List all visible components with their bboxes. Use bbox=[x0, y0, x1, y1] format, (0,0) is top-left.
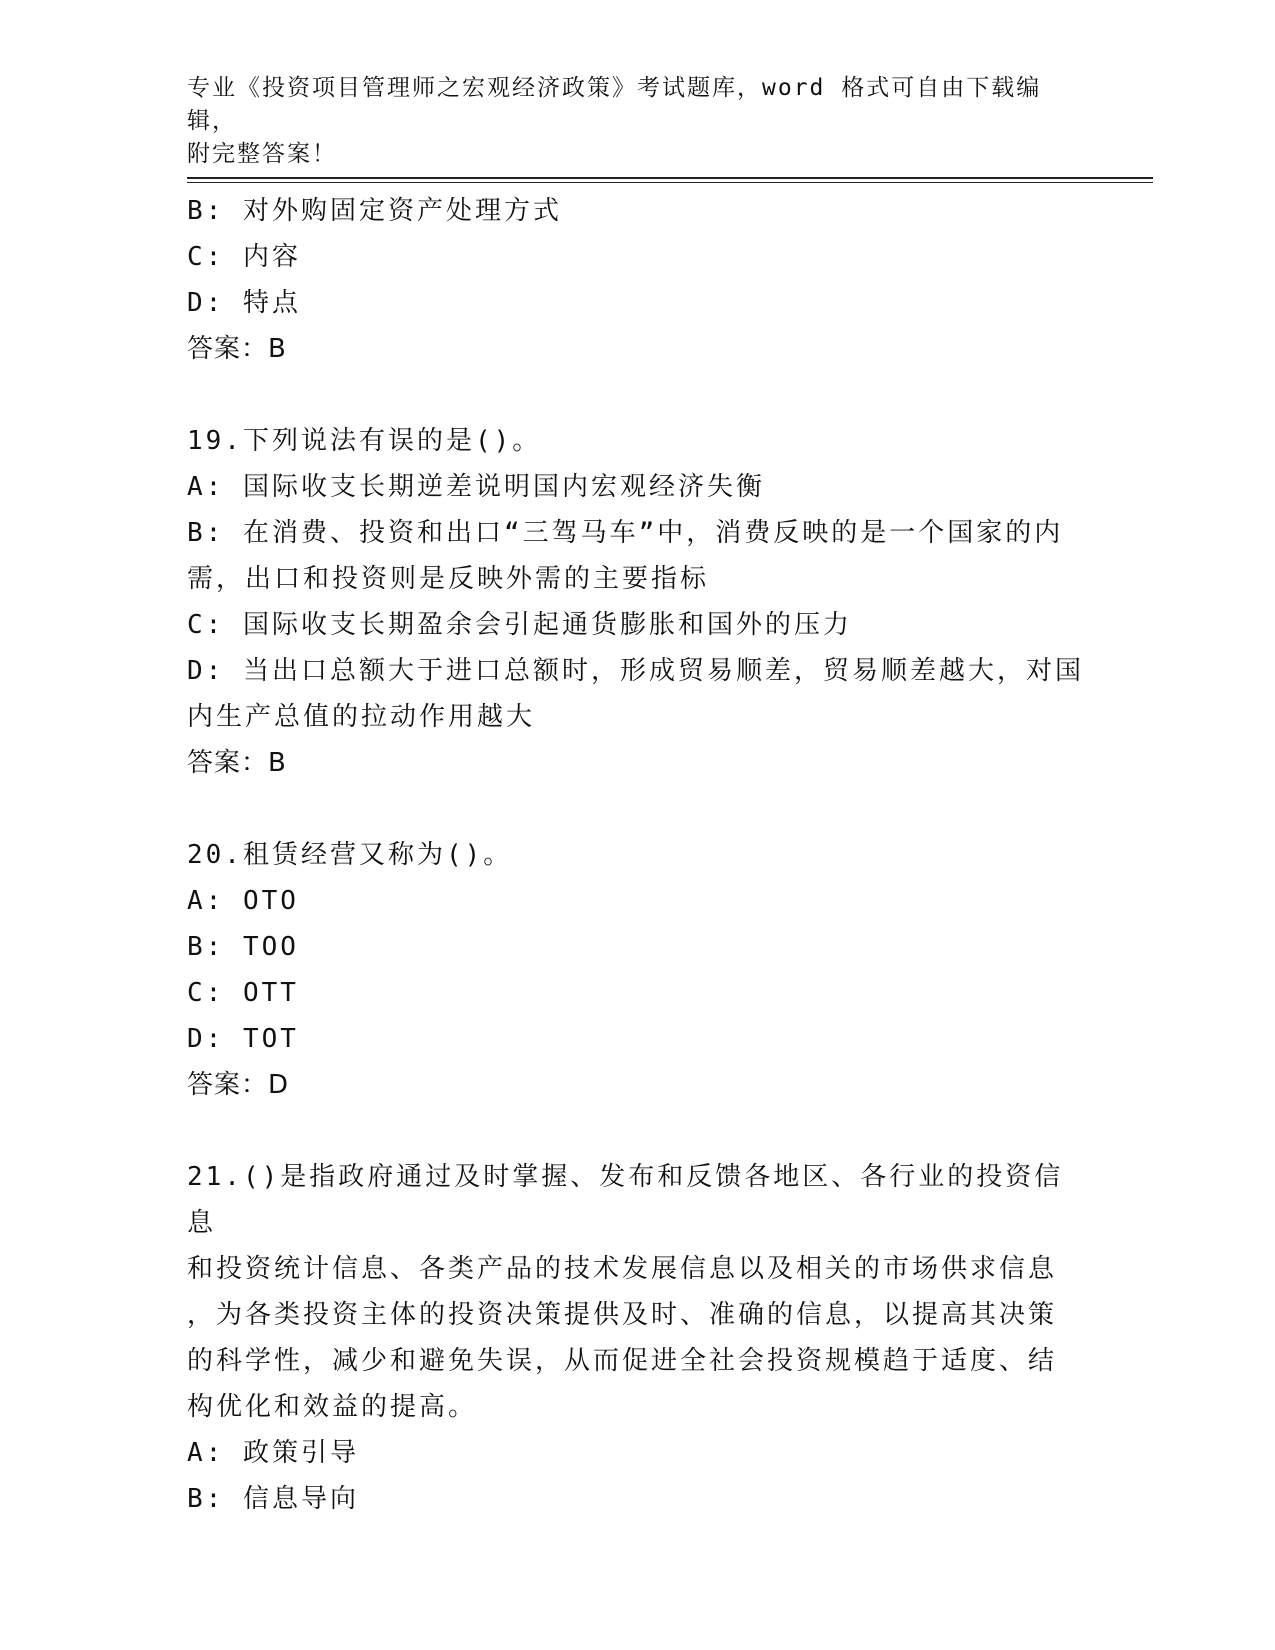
header-line-2: 附完整答案！ bbox=[187, 141, 337, 167]
spacer bbox=[187, 372, 1087, 418]
question-stem: 20.租赁经营又称为()。 bbox=[187, 840, 513, 870]
question-stem-line-2: 和投资统计信息、各类产品的技术发展信息以及相关的市场供求信息 bbox=[187, 1254, 1058, 1284]
option-b-line-1: B: 在消费、投资和出口“三驾马车”中，消费反映的是一个国家的内 bbox=[187, 518, 1064, 548]
option-c: C: 国际收支长期盈余会引起通货膨胀和国外的压力 bbox=[187, 610, 852, 640]
option-a: A: 国际收支长期逆差说明国内宏观经济失衡 bbox=[187, 472, 765, 502]
question-stem-line-4: 的科学性，减少和避免失误，从而促进全社会投资规模趋于适度、结 bbox=[187, 1346, 1058, 1376]
option-b: B: TOO bbox=[187, 932, 299, 962]
option-c: C: OTT bbox=[187, 978, 299, 1008]
answer: 答案：B bbox=[187, 334, 287, 364]
option-d: D: 特点 bbox=[187, 288, 301, 318]
option-a: A: 政策引导 bbox=[187, 1438, 359, 1468]
option-a: A: OTO bbox=[187, 886, 299, 916]
option-d: D: TOT bbox=[187, 1024, 299, 1054]
option-c: C: 内容 bbox=[187, 242, 301, 272]
option-d-line-1: D: 当出口总额大于进口总额时，形成贸易顺差，贸易顺差越大，对国 bbox=[187, 656, 1084, 686]
option-b-line-2: 需，出口和投资则是反映外需的主要指标 bbox=[187, 564, 710, 594]
question-21 bbox=[187, 1154, 1087, 1522]
header-divider-thick bbox=[187, 177, 1153, 179]
question-20 bbox=[187, 832, 1087, 1108]
question-stem: 19.下列说法有误的是()。 bbox=[187, 426, 542, 456]
question-18 bbox=[187, 188, 1087, 372]
option-b: B: 对外购固定资产处理方式 bbox=[187, 196, 562, 226]
question-stem-line-5: 构优化和效益的提高。 bbox=[187, 1392, 478, 1422]
header-line-1: 专业《投资项目管理师之宏观经济政策》考试题库，word 格式可自由下载编辑， bbox=[187, 75, 1042, 134]
question-19 bbox=[187, 418, 1087, 786]
question-content bbox=[187, 188, 1087, 1522]
option-b: B: 信息导向 bbox=[187, 1484, 359, 1514]
document-header bbox=[187, 72, 1087, 171]
header-divider-thin bbox=[187, 182, 1153, 183]
spacer bbox=[187, 786, 1087, 832]
question-stem-line-3: ，为各类投资主体的投资决策提供及时、准确的信息，以提高其决策 bbox=[187, 1300, 1058, 1330]
question-stem-line-1: 21.()是指政府通过及时掌握、发布和反馈各地区、各行业的投资信息 bbox=[187, 1162, 1064, 1238]
answer: 答案：B bbox=[187, 748, 287, 778]
option-d-line-2: 内生产总值的拉动作用越大 bbox=[187, 702, 536, 732]
answer: 答案：D bbox=[187, 1070, 290, 1100]
spacer bbox=[187, 1108, 1087, 1154]
